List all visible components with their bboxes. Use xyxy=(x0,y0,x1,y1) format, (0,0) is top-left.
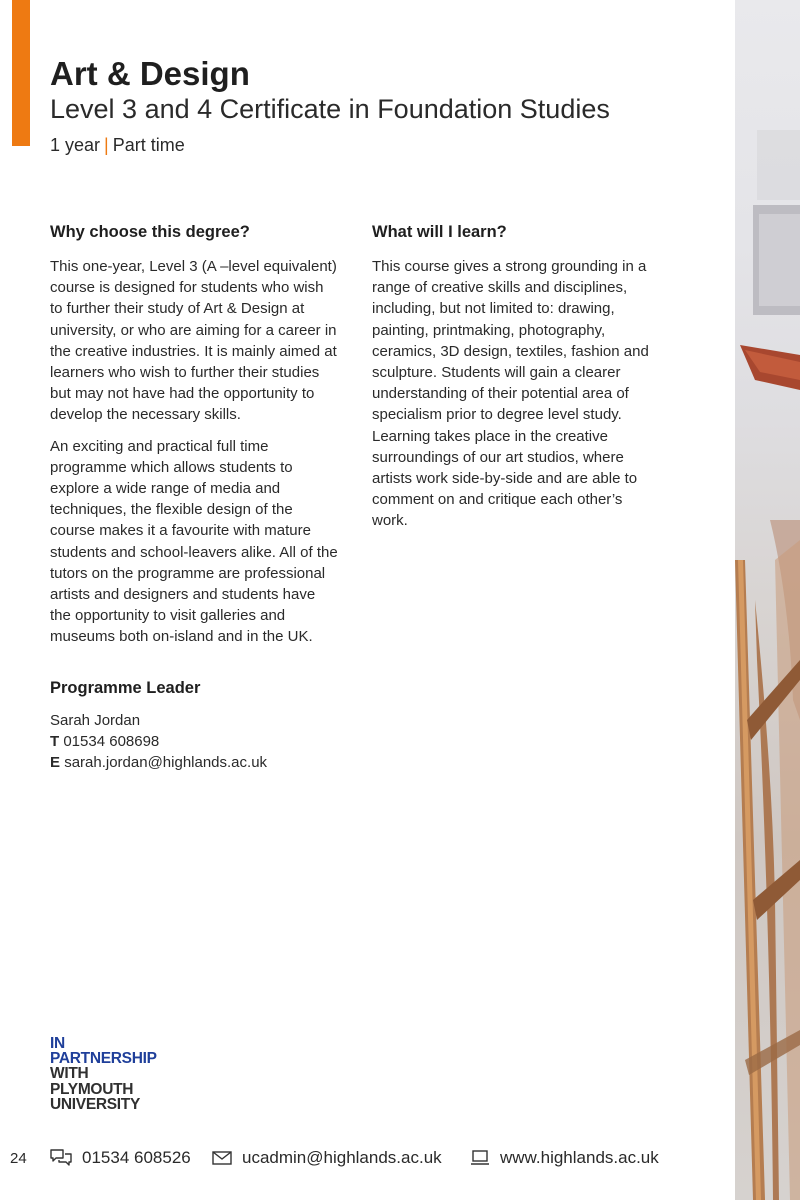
meta-separator: | xyxy=(104,135,109,155)
right-column xyxy=(372,220,657,542)
what-learn-paragraph: This course gives a strong grounding in a range of creative skills and disciplines, including, but not limited to: drawing, painting, printmaking, photography, ceramics, 3D design, textiles, fashion and sculpture. Students will gain a clearer understanding of their potential area of specialism prior to degree level study. Learning takes place in the creative surroundings of our art studios, where artists work side-by-side and are able to comment on and critique each other’s work. xyxy=(372,258,649,530)
accent-bar xyxy=(12,0,30,146)
left-column xyxy=(50,220,340,773)
leader-phone-label: T xyxy=(50,732,60,750)
logo-line-1: IN xyxy=(50,1035,65,1052)
studio-photo-image xyxy=(735,0,800,1200)
leader-phone-line xyxy=(50,731,340,752)
why-choose-paragraph-2: An exciting and practical full time programme which allows students to explore a wide range of media and techniques, the flexible design of the course makes it a favourite with mature students and school-leavers alike. All of the tutors on the programme are professional artists and designers and students have the opportunity to visit galleries and museums both on-island and in the UK. xyxy=(50,437,338,646)
leader-email-label: E xyxy=(50,754,61,772)
what-learn-heading: What will I learn? xyxy=(372,223,507,241)
chat-bubbles-icon xyxy=(50,1148,72,1168)
footer-email[interactable] xyxy=(212,1148,442,1168)
studio-photo xyxy=(735,0,800,1200)
leader-email[interactable]: sarah.jordan@highlands.ac.uk xyxy=(64,754,268,772)
leader-email-line xyxy=(50,752,340,773)
leader-name: Sarah Jordan xyxy=(50,711,141,729)
why-choose-paragraph-1: This one-year, Level 3 (A –level equivalent) course is designed for students who wish to further their study of Art & Design at university, or who are aiming for a career in the creative industries. It is mainly aimed at learners who wish to further their studies but may not have had the opportunity to develop the necessary skills. xyxy=(50,258,337,424)
course-mode: Part time xyxy=(112,135,185,155)
laptop-icon xyxy=(470,1149,490,1167)
envelope-icon xyxy=(212,1150,232,1166)
page-title: Art & Design xyxy=(50,55,250,92)
course-subtitle: Level 3 and 4 Certificate in Foundation Studies xyxy=(50,94,610,124)
footer-email-text: ucadmin@highlands.ac.uk xyxy=(242,1148,442,1167)
why-choose-heading: Why choose this degree? xyxy=(50,223,250,241)
course-duration: 1 year xyxy=(50,135,101,155)
course-meta xyxy=(50,132,690,158)
footer-website-text: www.highlands.ac.uk xyxy=(500,1148,659,1167)
logo-line-3: WITH xyxy=(50,1065,89,1083)
logo-line-5: UNIVERSITY xyxy=(50,1095,141,1113)
programme-leader-section xyxy=(50,676,340,774)
footer-phone[interactable] xyxy=(50,1148,191,1168)
programme-leader-heading: Programme Leader xyxy=(50,678,201,697)
logo-line-2: PARTNERSHIP xyxy=(50,1050,157,1068)
page-footer xyxy=(0,1146,720,1174)
partnership-logo xyxy=(50,1036,157,1112)
page-header xyxy=(50,56,690,158)
logo-line-4: PLYMOUTH xyxy=(50,1080,134,1098)
footer-website[interactable] xyxy=(470,1148,659,1168)
page-number: 24 xyxy=(10,1150,27,1167)
leader-phone[interactable]: 01534 608698 xyxy=(63,732,160,750)
footer-phone-text: 01534 608526 xyxy=(82,1148,191,1167)
